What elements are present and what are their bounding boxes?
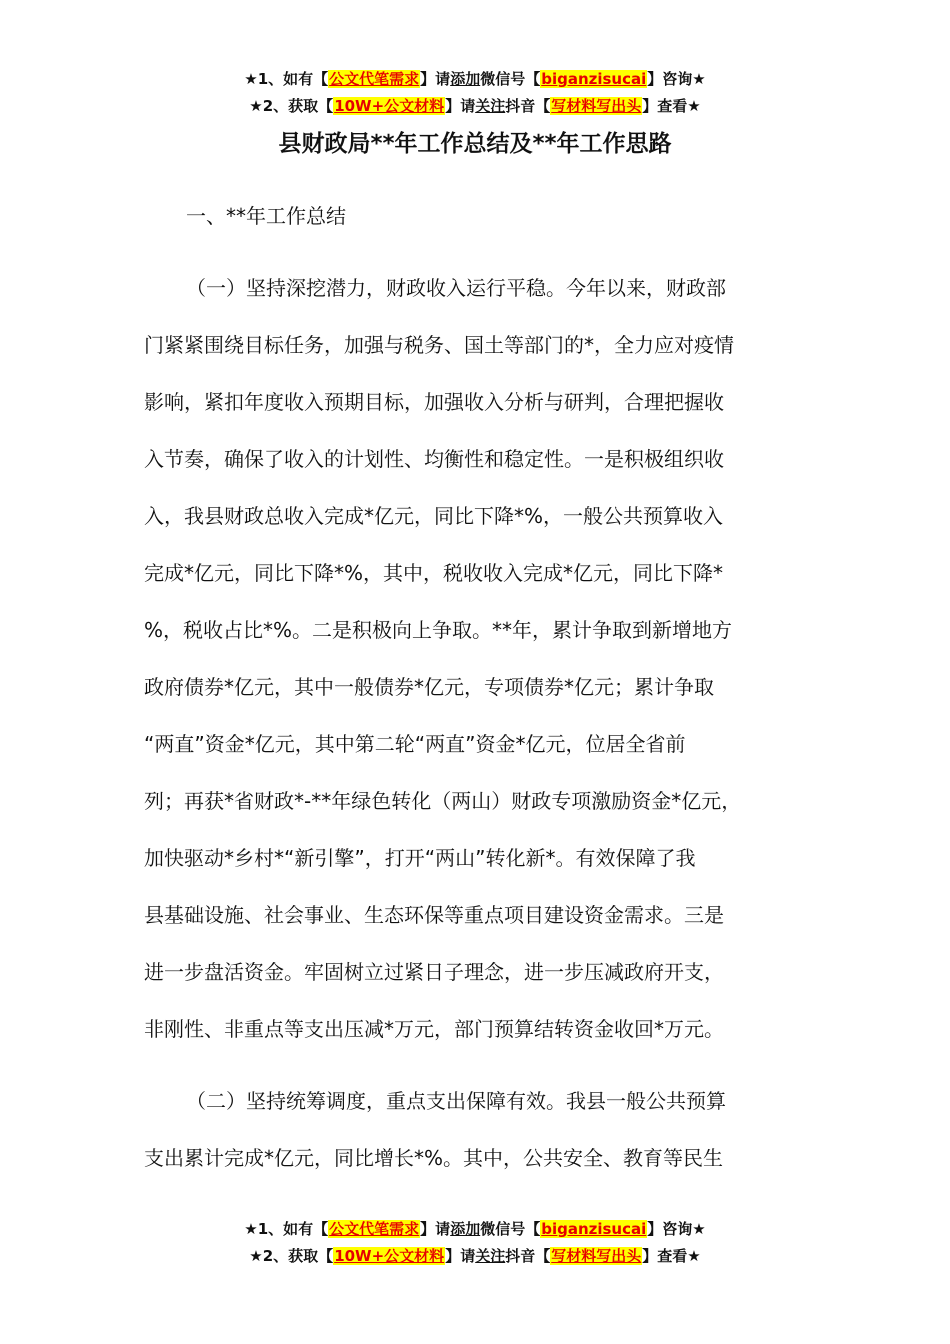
promo-underline-follow: 关注	[475, 97, 506, 115]
promo-text: 】请	[445, 1247, 476, 1265]
promo-highlight-douyin: 写材料写出头	[551, 97, 642, 115]
promo-text: 抖音【	[505, 97, 551, 115]
promo-underline-add: 添加	[450, 1220, 481, 1238]
promo-highlight-wechat-id: biganzisucai	[541, 70, 647, 88]
promo-text: ★2、获取【	[249, 97, 334, 115]
promo-text: 】咨询★	[647, 70, 706, 88]
promo-highlight-materials: 10W+公文材料	[334, 97, 445, 115]
promo-banner-bottom	[0, 1216, 950, 1270]
promo-text: ★1、如有【	[244, 1220, 329, 1238]
paragraph-1-line-7: %，税收占比*%。二是积极向上争取。**年，累计争取到新增地方	[144, 618, 733, 642]
paragraph-1-line-5: 入，我县财政总收入完成*亿元，同比下降*%，一般公共预算收入	[144, 504, 724, 528]
promo-line-1	[0, 1216, 950, 1243]
paragraph-1-line-1: （一）坚持深挖潜力，财政收入运行平稳。今年以来，财政部	[186, 276, 726, 300]
promo-text: 微信号【	[480, 70, 541, 88]
promo-highlight-service: 公文代笔需求	[329, 70, 420, 88]
promo-line-2	[0, 93, 950, 120]
promo-text: 】请	[420, 1220, 451, 1238]
paragraph-1-line-8: 政府债券*亿元，其中一般债券*亿元，专项债券*亿元；累计争取	[144, 675, 714, 699]
paragraph-1-line-10: 列；再获*省财政*-**年绿色转化（两山）财政专项激励资金*亿元，	[144, 789, 742, 813]
promo-line-2	[0, 1243, 950, 1270]
paragraph-1-line-13: 进一步盘活资金。牢固树立过紧日子理念，进一步压减政府开支，	[144, 960, 724, 984]
paragraph-1-line-4: 入节奏，确保了收入的计划性、均衡性和稳定性。一是积极组织收	[144, 447, 724, 471]
paragraph-1-line-11: 加快驱动*乡村*“新引擎”，打开“两山”转化新*。有效保障了我	[144, 846, 696, 870]
promo-underline-follow: 关注	[475, 1247, 506, 1265]
promo-text: 】查看★	[642, 97, 701, 115]
promo-text: 】查看★	[642, 1247, 701, 1265]
promo-text: 】咨询★	[647, 1220, 706, 1238]
paragraph-1-line-14: 非刚性、非重点等支出压减*万元，部门预算结转资金收回*万元。	[144, 1017, 724, 1041]
promo-underline-add: 添加	[450, 70, 481, 88]
paragraph-1-line-9: “两直”资金*亿元，其中第二轮“两直”资金*亿元，位居全省前	[144, 732, 686, 756]
paragraph-1-line-6: 完成*亿元，同比下降*%，其中，税收收入完成*亿元，同比下降*	[144, 561, 724, 585]
promo-text: 】请	[420, 70, 451, 88]
promo-text: ★2、获取【	[249, 1247, 334, 1265]
paragraph-2-line-2: 支出累计完成*亿元，同比增长*%。其中，公共安全、教育等民生	[144, 1146, 724, 1170]
paragraph-1-line-12: 县基础设施、社会事业、生态环保等重点项目建设资金需求。三是	[144, 903, 724, 927]
promo-highlight-wechat-id: biganzisucai	[541, 1220, 647, 1238]
paragraph-1-line-3: 影响，紧扣年度收入预期目标，加强收入分析与研判，合理把握收	[144, 390, 724, 414]
promo-highlight-service: 公文代笔需求	[329, 1220, 420, 1238]
promo-line-1	[0, 66, 950, 93]
promo-banner-top	[0, 66, 950, 120]
promo-highlight-materials: 10W+公文材料	[334, 1247, 445, 1265]
paragraph-1-line-2: 门紧紧围绕目标任务，加强与税务、国土等部门的*，全力应对疫情	[144, 333, 734, 357]
promo-text: 抖音【	[505, 1247, 551, 1265]
promo-text: ★1、如有【	[244, 70, 329, 88]
section-heading: 一、**年工作总结	[186, 204, 346, 228]
promo-text: 微信号【	[480, 1220, 541, 1238]
promo-highlight-douyin: 写材料写出头	[551, 1247, 642, 1265]
promo-text: 】请	[445, 97, 476, 115]
paragraph-2-line-1: （二）坚持统筹调度，重点支出保障有效。我县一般公共预算	[186, 1089, 726, 1113]
document-title: 县财政局**年工作总结及**年工作思路	[278, 131, 672, 157]
